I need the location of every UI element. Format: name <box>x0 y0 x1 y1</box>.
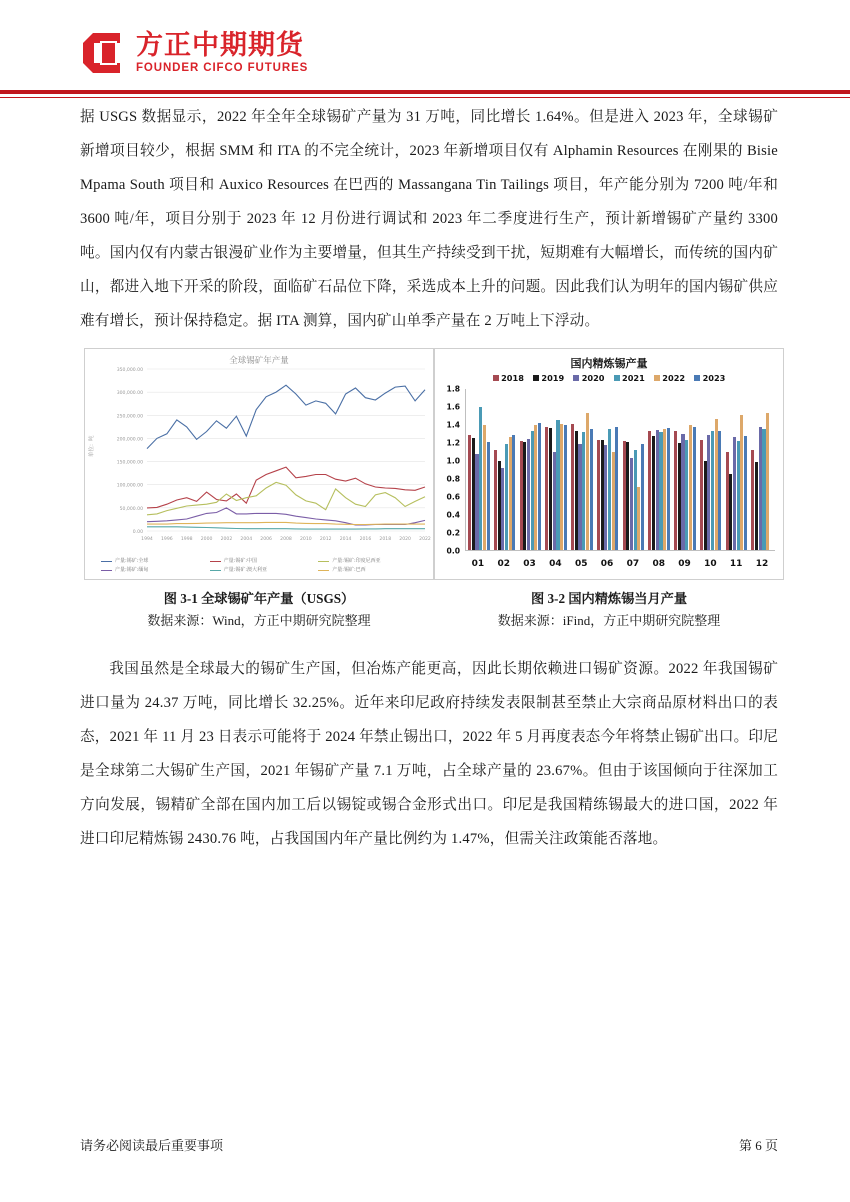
bar-2019-03 <box>523 442 526 550</box>
svg-text:350,000.00: 350,000.00 <box>116 368 143 373</box>
bar-2019-10 <box>704 461 707 550</box>
bar-2021-09 <box>685 440 688 550</box>
figure-3-2-source: 数据来源：iFind，方正中期研究院整理 <box>497 613 721 628</box>
bar-group-05 <box>571 389 593 550</box>
bar-legend-item-2021 <box>614 373 645 383</box>
bar-2019-01 <box>472 438 475 550</box>
bar-chart-y-tick: 0.8 <box>446 474 460 484</box>
bar-2018-03 <box>520 441 523 550</box>
bar-chart-x-tick: 07 <box>626 559 640 569</box>
svg-text:1994: 1994 <box>141 537 153 542</box>
bar-2020-05 <box>578 444 581 550</box>
legend-label: 产量:锡矿:全球 <box>115 558 149 564</box>
bar-2022-12 <box>766 413 769 550</box>
svg-text:2002: 2002 <box>220 537 233 542</box>
bar-2023-11 <box>744 436 747 550</box>
bar-2018-10 <box>700 440 703 550</box>
bar-group-12 <box>751 389 773 550</box>
legend-label: 产量:锡矿:缅甸 <box>115 567 149 573</box>
global-tin-mine-output-chart <box>84 348 434 580</box>
svg-text:2014: 2014 <box>339 537 352 542</box>
bar-2022-10 <box>715 419 718 550</box>
legend-swatch-icon <box>614 375 620 381</box>
bar-chart-x-tick: 03 <box>523 559 536 569</box>
bar-2019-12 <box>755 462 758 550</box>
bar-2020-08 <box>656 430 659 550</box>
domestic-refined-tin-output-chart <box>434 348 784 580</box>
bar-chart-x-axis <box>465 555 775 573</box>
bar-2020-07 <box>630 458 633 550</box>
bar-2019-11 <box>729 474 732 550</box>
bar-2021-08 <box>659 432 662 550</box>
bar-2023-02 <box>512 435 515 550</box>
brand-name-cn: 方正中期期货 <box>136 29 304 61</box>
bar-2018-12 <box>751 450 754 550</box>
bar-2021-01 <box>479 407 482 550</box>
bar-2020-04 <box>553 452 556 550</box>
legend-label: 2022 <box>662 373 686 383</box>
bar-2020-02 <box>501 468 504 550</box>
bar-2023-08 <box>667 428 670 550</box>
bar-group-06 <box>597 389 619 550</box>
bar-chart-plot <box>465 389 775 551</box>
bar-2020-03 <box>527 439 530 550</box>
legend-swatch-icon <box>318 570 329 572</box>
line-legend-item-5 <box>318 566 427 575</box>
bar-2021-12 <box>762 429 765 550</box>
bar-2021-07 <box>634 450 637 550</box>
bar-2023-10 <box>718 431 721 550</box>
bar-2020-11 <box>733 437 736 550</box>
founder-cifco-logo-icon <box>80 30 126 76</box>
bar-2018-05 <box>571 424 574 550</box>
bar-chart-y-tick: 1.8 <box>446 384 460 394</box>
bar-2022-02 <box>509 437 512 550</box>
bar-legend-item-2023 <box>694 373 725 383</box>
bar-legend-item-2020 <box>573 373 604 383</box>
bar-chart-legend <box>435 373 783 383</box>
bar-chart-x-tick: 10 <box>704 559 717 569</box>
bar-2022-11 <box>740 415 743 550</box>
figure-3-2 <box>434 348 784 632</box>
bar-group-01 <box>468 389 490 550</box>
bar-legend-item-2019 <box>533 373 564 383</box>
document-content <box>0 100 850 856</box>
bar-chart-groups <box>466 389 775 550</box>
figure-3-2-caption: 图 3-2 国内精炼锡当月产量 <box>530 591 688 606</box>
svg-text:2006: 2006 <box>260 537 272 542</box>
bar-legend-item-2022 <box>654 373 685 383</box>
bar-2021-06 <box>608 429 611 550</box>
legend-swatch-icon <box>694 375 700 381</box>
bar-2022-05 <box>586 413 589 550</box>
svg-text:2016: 2016 <box>359 537 372 542</box>
bar-chart-y-tick: 0.0 <box>446 546 460 556</box>
bar-chart-y-tick: 1.4 <box>446 420 460 430</box>
line-legend-item-3 <box>101 566 210 575</box>
page-header <box>0 0 850 100</box>
legend-label: 产量:锡矿:印度尼西亚 <box>332 558 381 564</box>
legend-label: 2023 <box>702 373 726 383</box>
legend-swatch-icon <box>573 375 579 381</box>
bar-2022-09 <box>689 425 692 550</box>
bar-2021-05 <box>582 432 585 550</box>
svg-text:50,000.00: 50,000.00 <box>119 506 143 512</box>
svg-text:150,000.00: 150,000.00 <box>116 460 143 466</box>
legend-label: 产量:锡矿:巴西 <box>332 567 366 573</box>
bar-2023-04 <box>564 425 567 550</box>
figure-3-1 <box>84 348 434 632</box>
legend-swatch-icon <box>654 375 660 381</box>
bar-2019-05 <box>575 431 578 550</box>
bar-group-02 <box>494 389 516 550</box>
legend-label: 2019 <box>541 373 565 383</box>
bar-2022-03 <box>534 425 537 550</box>
svg-text:1996: 1996 <box>161 537 173 542</box>
bar-chart-x-tick: 09 <box>678 559 691 569</box>
bar-2022-01 <box>483 425 486 550</box>
svg-text:2018: 2018 <box>379 537 392 542</box>
bar-chart-y-tick: 1.0 <box>446 456 460 466</box>
legend-swatch-icon <box>210 570 221 572</box>
bar-group-09 <box>674 389 696 550</box>
bar-group-10 <box>700 389 722 550</box>
header-rule-thick <box>0 90 850 94</box>
legend-swatch-icon <box>101 561 112 563</box>
svg-text:200,000.00: 200,000.00 <box>116 437 143 443</box>
bar-chart-x-tick: 08 <box>652 559 665 569</box>
legend-label: 2021 <box>622 373 645 383</box>
bar-2018-01 <box>468 435 471 550</box>
bar-chart-x-tick: 02 <box>497 559 510 569</box>
bar-2023-06 <box>615 427 618 550</box>
bar-chart-x-tick: 05 <box>574 559 588 569</box>
legend-swatch-icon <box>210 561 221 563</box>
bar-2023-05 <box>590 429 593 550</box>
bar-2019-08 <box>652 436 655 550</box>
bar-2019-04 <box>549 428 552 550</box>
bar-2019-07 <box>626 442 629 550</box>
bar-2018-02 <box>494 450 497 550</box>
paragraph-import-analysis: 我国虽然是全球最大的锡矿生产国，但冶炼产能更高，因此长期依赖进口锡矿资源。2022 年我国锡矿进口量为 24.37 万吨，同比增长 32.25%。近年来印尼政府持续发表限制甚至禁止大宗商品原材料出口的表态，2021 年 11 月 23 日表示可能将于 2024 年禁止锡出口，2022 年 5 月再度表态今年将禁止锡矿出口。印尼是全球第二大锡矿生产国，2021 年锡矿产量 7.1 万吨，占全球产量的 23.67%。但由于该国倾向于往深加工方向发展，锡精矿全部在国内加工后以锡锭或锡合金形式出口。印尼是我国精练锡最大的进口国，2022 年进口印尼精炼锡 2430.76 吨，占我国国内年产量比例约为 1.47%，但需关注政策能否落地。 <box>80 661 778 847</box>
brand-name-en: FOUNDER CIFCO FUTURES <box>136 62 309 75</box>
svg-text:2008: 2008 <box>280 537 292 542</box>
bar-2022-08 <box>663 429 666 550</box>
bar-2020-10 <box>707 435 710 550</box>
legend-swatch-icon <box>493 375 499 381</box>
svg-text:250,000.00: 250,000.00 <box>116 414 143 420</box>
bar-2022-07 <box>637 487 640 550</box>
bar-2020-12 <box>759 427 762 550</box>
figure-row <box>80 348 778 632</box>
bar-2021-04 <box>556 420 559 550</box>
legend-label: 2020 <box>581 373 605 383</box>
bar-chart-x-tick: 01 <box>471 559 485 569</box>
bar-2023-09 <box>693 427 696 550</box>
line-legend-item-2 <box>318 557 427 566</box>
bar-chart-x-tick: 12 <box>755 559 769 569</box>
legend-label: 产量:锡矿:澳大利亚 <box>223 567 268 573</box>
bar-2020-09 <box>681 434 684 550</box>
bar-2020-01 <box>475 454 478 550</box>
bar-2021-11 <box>737 441 740 550</box>
brand-logo <box>80 0 850 76</box>
svg-text:1998: 1998 <box>180 537 193 542</box>
bar-chart-title: 国内精炼锡产量 <box>570 357 648 370</box>
bar-group-07 <box>623 389 645 550</box>
bar-2021-03 <box>531 431 534 550</box>
bar-chart-x-tick: 04 <box>549 559 562 569</box>
bar-2023-07 <box>641 444 644 550</box>
svg-text:2020: 2020 <box>399 537 411 542</box>
svg-text:2012: 2012 <box>319 537 332 542</box>
bar-chart-y-tick: 0.2 <box>446 528 460 538</box>
bar-chart-y-tick: 0.6 <box>446 492 460 502</box>
bar-2023-01 <box>487 442 490 550</box>
line-legend-item-4 <box>210 566 319 575</box>
bar-2021-10 <box>711 431 714 550</box>
bar-2019-02 <box>498 461 501 550</box>
paragraph-supply-analysis: 据 USGS 数据显示，2022 年全年全球锡矿产量为 31 万吨，同比增长 1.64%。但是进入 2023 年，全球锡矿新增项目较少，根据 SMM 和 ITA 的不完全统计，2023 年新增项目仅有 Alphamin Resources 在刚果的 Bisie Mpama South 项目和 Auxico Resources 在巴西的 Massangana Tin Tailings 项目，年产能分别为 7200 吨/年和 3600 吨/年，项目分别于 2023 年 12 月份进行调试和 2023 年二季度进行生产，预计新增锡矿产量约 3300 吨。国内仅有内蒙古银漫矿业作为主要增量，但其生产持续受到干扰，短期难有大幅增长，而传统的国内矿山，都进入地下开采的阶段，面临矿石品位下降，采选成本上升的问题。因此我们认为明年的国内锡矿供应难有增长，预计保持稳定。据 ITA 测算，国内矿山单季产量在 2 万吨上下浮动。 <box>80 109 778 329</box>
brand-text <box>136 29 309 75</box>
bar-2022-06 <box>612 452 615 550</box>
bar-chart-y-axis <box>435 384 463 556</box>
legend-swatch-icon <box>533 375 539 381</box>
bar-2018-07 <box>623 441 626 550</box>
svg-text:0.00: 0.00 <box>132 530 143 535</box>
bar-2021-02 <box>505 444 508 550</box>
line-chart-plot <box>85 363 433 561</box>
legend-label: 产量:锡矿:中国 <box>223 558 258 564</box>
legend-label: 2018 <box>501 373 524 383</box>
bar-2018-04 <box>545 427 548 550</box>
footer-page-number: 第 6 页 <box>738 1138 778 1153</box>
svg-text:100,000.00: 100,000.00 <box>116 483 143 489</box>
legend-swatch-icon <box>101 570 112 572</box>
bar-2018-09 <box>674 431 677 550</box>
footer-disclaimer: 请务必阅读最后重要事项 <box>80 1138 224 1153</box>
figure-3-1-caption: 图 3-1 全球锡矿年产量（USGS） <box>163 591 355 606</box>
line-legend-item-0 <box>101 557 210 566</box>
svg-text:300,000.00: 300,000.00 <box>116 391 143 397</box>
bar-2022-04 <box>560 424 563 550</box>
page-footer <box>80 1135 778 1154</box>
bar-group-11 <box>726 389 748 550</box>
figure-3-1-source: 数据来源：Wind，方正中期研究院整理 <box>147 613 371 628</box>
bar-chart-y-tick: 1.6 <box>446 402 460 412</box>
bar-2023-03 <box>538 423 541 550</box>
svg-text:2004: 2004 <box>240 537 253 542</box>
bar-group-04 <box>545 389 567 550</box>
bar-chart-y-tick: 1.2 <box>446 438 460 448</box>
line-chart-legend <box>101 557 427 575</box>
bar-2018-11 <box>726 452 729 550</box>
header-rule-thin <box>0 97 850 98</box>
bar-group-03 <box>520 389 542 550</box>
bar-2020-06 <box>604 445 607 550</box>
svg-text:2010: 2010 <box>300 537 312 542</box>
bar-group-08 <box>648 389 670 550</box>
bar-2018-08 <box>648 431 651 550</box>
line-chart-y-axis-label: 单位：吨 <box>89 435 95 457</box>
bar-2019-09 <box>678 443 681 550</box>
bar-legend-item-2018 <box>493 373 524 383</box>
line-legend-item-1 <box>210 557 319 566</box>
bar-chart-x-tick: 06 <box>600 559 614 569</box>
line-chart-title: 全球锡矿年产量 <box>229 356 289 366</box>
bar-chart-x-tick: 11 <box>729 559 743 569</box>
bar-chart-y-tick: 0.4 <box>446 510 460 520</box>
bar-2019-06 <box>601 440 604 550</box>
svg-text:2022: 2022 <box>419 537 431 542</box>
bar-2018-06 <box>597 440 600 550</box>
legend-swatch-icon <box>318 561 329 563</box>
svg-text:2000: 2000 <box>200 537 213 542</box>
